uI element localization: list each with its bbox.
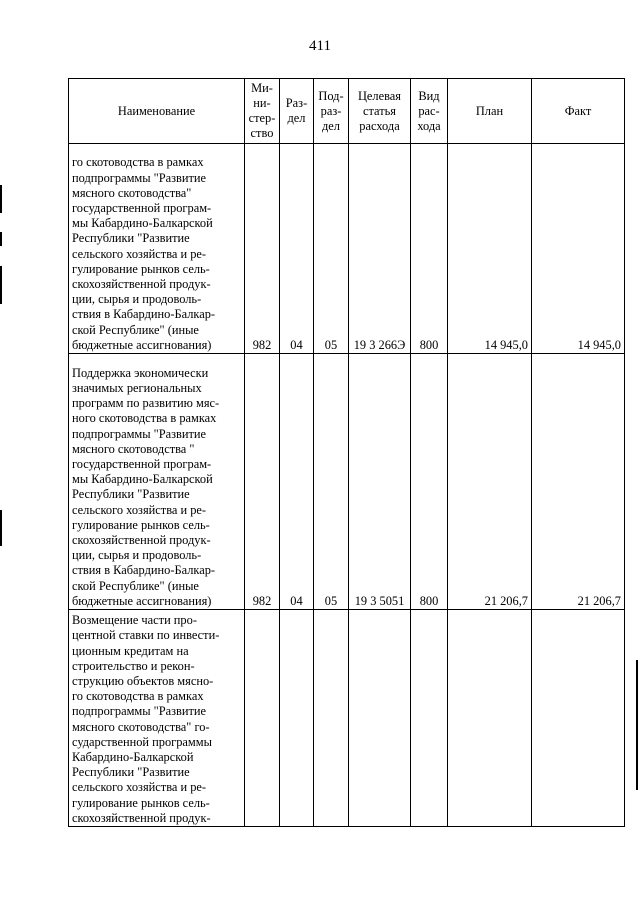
row-name-line: го скотоводства в рамках (72, 155, 204, 170)
fact-cell (532, 610, 625, 827)
plan-cell (448, 610, 532, 827)
target-article-cell (349, 610, 411, 827)
row-name-line: подпрограммы "Развитие (72, 704, 207, 719)
row-name-line: Возмещение части про- (72, 613, 197, 628)
row-name-line: Республики "Развитие (72, 765, 190, 780)
row-name-line: скохозяйственной продук- (72, 532, 211, 547)
header-fact: Факт (532, 79, 625, 144)
ministry-cell: 982 (245, 354, 280, 610)
row-name-line: Поддержка экономически (72, 365, 209, 380)
row-name-line: скохозяйственной продук- (72, 810, 211, 825)
row-name-line: сударственной программы (72, 734, 212, 749)
header-ministry: Ми- ни- стер- ство (245, 79, 280, 144)
row-name-line: струкцию объектов мясно- (72, 673, 214, 688)
row-name-line: мясного скотоводства " (72, 441, 195, 456)
expense-type-cell: 800 (411, 144, 448, 354)
row-name-line: го скотоводства в рамках (72, 689, 204, 704)
row-name-line: подпрограммы "Развитие (72, 426, 207, 441)
table-row (69, 354, 625, 610)
section-cell: 04 (280, 144, 314, 354)
table-row (69, 144, 625, 354)
fact-cell: 14 945,0 (532, 144, 625, 354)
section-cell: 04 (280, 354, 314, 610)
subsection-cell: 05 (314, 144, 349, 354)
subsection-cell (314, 610, 349, 827)
row-name-line: сельского хозяйства и ре- (72, 246, 207, 261)
row-name-line: бюджетные ассигнования) (72, 593, 212, 608)
subsection-cell: 05 (314, 354, 349, 610)
row-name-line: ской Республике" (иные (72, 578, 199, 593)
header-expense-type: Вид рас- хода (411, 79, 448, 144)
row-name-line: мы Кабардино-Балкарской (72, 216, 213, 231)
row-name-cell (69, 610, 245, 827)
row-name-line: скохозяйственной продук- (72, 276, 211, 291)
table-header-row (69, 79, 625, 144)
header-subsection: Под- раз- дел (314, 79, 349, 144)
plan-cell: 14 945,0 (448, 144, 532, 354)
row-name-line: мясного скотоводства" (72, 185, 192, 200)
row-name-line: Кабардино-Балкарской (72, 749, 194, 764)
budget-table (68, 78, 625, 827)
expense-type-cell: 800 (411, 354, 448, 610)
header-target-article: Целевая статья расхода (349, 79, 411, 144)
row-name-line: государственной програм- (72, 200, 212, 215)
scan-mark-left (0, 232, 2, 246)
row-name-line: мясного скотоводства" го- (72, 719, 210, 734)
expense-type-cell (411, 610, 448, 827)
ministry-cell (245, 610, 280, 827)
plan-cell: 21 206,7 (448, 354, 532, 610)
row-name-line: Республики "Развитие (72, 487, 190, 502)
section-cell (280, 610, 314, 827)
row-name-line: сельского хозяйства и ре- (72, 502, 207, 517)
row-name-line: гулирование рынков сель- (72, 261, 210, 276)
row-name-line: ствия в Кабардино-Балкар- (72, 307, 216, 322)
scan-mark-right (636, 660, 638, 790)
fact-cell: 21 206,7 (532, 354, 625, 610)
scan-mark-left (0, 185, 2, 213)
row-name-line: ской Республике" (иные (72, 322, 199, 337)
row-name-line: ции, сырья и продоволь- (72, 292, 202, 307)
row-name-line: государственной програм- (72, 456, 212, 471)
row-name-line: мы Кабардино-Балкарской (72, 472, 213, 487)
row-name-line: сельского хозяйства и ре- (72, 780, 207, 795)
header-name: Наименование (69, 79, 245, 144)
row-name-line: ции, сырья и продоволь- (72, 548, 202, 563)
row-name-line: гулирование рынков сель- (72, 795, 210, 810)
row-name-line: ствия в Кабардино-Балкар- (72, 563, 216, 578)
row-name-line: центной ставки по инвести- (72, 628, 220, 643)
row-name-line: подпрограммы "Развитие (72, 170, 207, 185)
scan-mark-left (0, 510, 2, 546)
row-name-line: строительство и рекон- (72, 658, 195, 673)
row-name-cell (69, 144, 245, 354)
header-section: Раз- дел (280, 79, 314, 144)
target-article-cell: 19 3 266Э (349, 144, 411, 354)
header-plan: План (448, 79, 532, 144)
row-name-cell (69, 354, 245, 610)
ministry-cell: 982 (245, 144, 280, 354)
row-name-line: программ по развитию мяс- (72, 396, 220, 411)
row-name-line: Республики "Развитие (72, 231, 190, 246)
table-row (69, 610, 625, 827)
row-name-line: ционным кредитам на (72, 643, 189, 658)
row-name-line: значимых региональных (72, 380, 202, 395)
row-name-line: бюджетные ассигнования) (72, 337, 212, 352)
target-article-cell: 19 3 5051 (349, 354, 411, 610)
row-name-line: гулирование рынков сель- (72, 517, 210, 532)
page-number: 411 (309, 38, 331, 54)
scan-mark-left (0, 266, 2, 304)
row-name-line: ного скотоводства в рамках (72, 411, 217, 426)
